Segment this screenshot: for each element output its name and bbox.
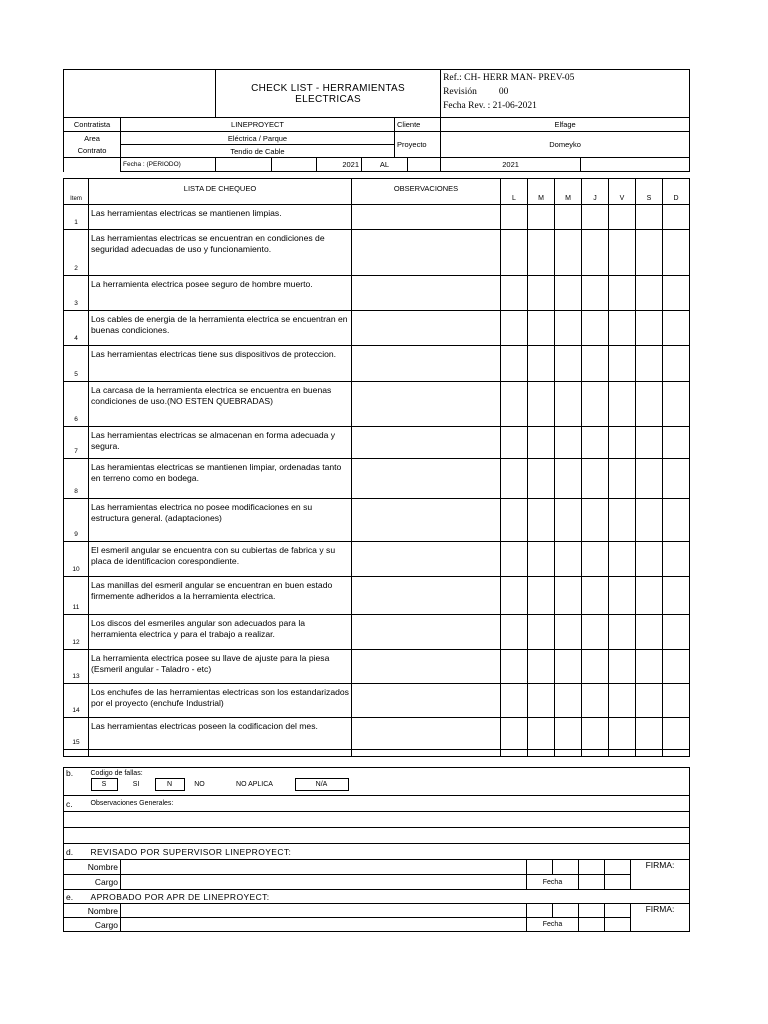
fecha-cell[interactable] [216, 158, 272, 172]
day-check-cell[interactable] [582, 276, 609, 311]
day-check-cell[interactable] [528, 684, 555, 718]
day-check-cell[interactable] [501, 650, 528, 684]
item-text: Las herramientas electricas se almacenan en forma adecuada y segura. [89, 427, 352, 459]
day-check-cell[interactable] [555, 230, 582, 276]
logo-area [64, 70, 216, 118]
observation-cell[interactable] [352, 459, 501, 499]
table-row [64, 718, 690, 750]
day-check-cell[interactable] [555, 684, 582, 718]
day-check-cell[interactable] [528, 382, 555, 427]
table-row [64, 205, 690, 230]
cliente-label: Cliente [395, 118, 441, 132]
day-check-cell[interactable] [501, 346, 528, 382]
checklist-table [63, 178, 690, 757]
day-check-cell[interactable] [555, 276, 582, 311]
day-check-cell[interactable] [528, 615, 555, 650]
item-number: 12 [64, 615, 89, 650]
area-label: Area [64, 132, 121, 145]
year-start[interactable]: 2021 [317, 158, 362, 172]
day-check-cell[interactable] [582, 382, 609, 427]
day-header: S [636, 179, 663, 205]
day-check-cell[interactable] [555, 205, 582, 230]
day-check-cell[interactable] [609, 684, 636, 718]
observation-cell[interactable] [352, 311, 501, 346]
day-check-cell[interactable] [609, 542, 636, 577]
day-check-cell[interactable] [528, 230, 555, 276]
day-header: M [528, 179, 555, 205]
observation-cell[interactable] [352, 382, 501, 427]
blank [553, 860, 579, 875]
day-check-cell[interactable] [609, 615, 636, 650]
item-text: Las herramientas electricas se mantienen limpias. [89, 205, 352, 230]
blank [553, 904, 579, 918]
year-end[interactable]: 2021 [441, 158, 581, 172]
proyecto-value[interactable]: Domeyko [441, 132, 690, 158]
day-check-cell[interactable] [609, 346, 636, 382]
item-number: 2 [64, 230, 89, 276]
day-check-cell[interactable] [501, 542, 528, 577]
day-check-cell[interactable] [636, 205, 663, 230]
contratista-value[interactable]: LINEPROYECT [121, 118, 395, 132]
blank [605, 904, 631, 918]
item-text: Las herramientas electricas se encuentran en condiciones de seguridad adecuadas de uso y funcionamiento. [89, 230, 352, 276]
item-text: Las herramientas electricas tiene sus dispositivos de proteccion. [89, 346, 352, 382]
day-check-cell[interactable] [555, 750, 582, 757]
section-e-marker: e. [64, 890, 89, 904]
day-check-cell[interactable] [582, 684, 609, 718]
day-check-cell[interactable] [582, 230, 609, 276]
document-title: CHECK LIST - HERRAMIENTAS ELECTRICAS [216, 70, 441, 118]
day-check-cell[interactable] [636, 311, 663, 346]
day-header: J [582, 179, 609, 205]
observaciones-generales-label: Observaciones Generales: [89, 796, 690, 812]
table-row [64, 750, 690, 757]
revisado-cargo-field[interactable] [121, 875, 527, 890]
item-number: 9 [64, 499, 89, 542]
observation-cell[interactable] [352, 684, 501, 718]
ref-code: Ref.: CH- HERR MAN- PREV-05 [443, 73, 575, 83]
blank [605, 860, 631, 875]
revisado-label: REVISADO POR SUPERVISOR LINEPROYECT: [89, 844, 690, 860]
day-check-cell[interactable] [528, 499, 555, 542]
codigo-fallas-block [89, 768, 690, 796]
aprobado-label: APROBADO POR APR DE LINEPROYECT: [89, 890, 690, 904]
code-na-box: N/A [295, 778, 349, 791]
day-check-cell[interactable] [636, 577, 663, 615]
al-label: AL [362, 158, 408, 172]
fecha-cell[interactable] [408, 158, 441, 172]
day-check-cell[interactable] [582, 650, 609, 684]
day-check-cell[interactable] [609, 205, 636, 230]
day-check-cell[interactable] [555, 542, 582, 577]
day-check-cell[interactable] [636, 346, 663, 382]
observation-cell[interactable] [352, 346, 501, 382]
day-check-cell[interactable] [501, 382, 528, 427]
day-check-cell[interactable] [609, 650, 636, 684]
reference-block [441, 70, 690, 118]
day-check-cell[interactable] [663, 718, 690, 750]
day-check-cell[interactable] [663, 427, 690, 459]
day-check-cell[interactable] [501, 230, 528, 276]
day-check-cell[interactable] [663, 499, 690, 542]
col-header-item: Item [64, 179, 89, 205]
area-value[interactable]: Eléctrica / Parque [121, 132, 395, 145]
item-number: 1 [64, 205, 89, 230]
item-text: Los enchufes de las herramientas electricas son los estandarizados por el proyecto (enchufe Industrial) [89, 684, 352, 718]
aprobado-nombre-field[interactable] [121, 904, 527, 918]
item-text [89, 750, 352, 757]
day-check-cell[interactable] [636, 750, 663, 757]
day-check-cell[interactable] [609, 230, 636, 276]
item-text: La carcasa de la herramienta electrica se encuentra en buenas condiciones de uso.(NO ESTEN QUEBRADAS) [89, 382, 352, 427]
day-check-cell[interactable] [528, 459, 555, 499]
day-check-cell[interactable] [555, 459, 582, 499]
day-check-cell[interactable] [636, 718, 663, 750]
table-row [64, 382, 690, 427]
day-check-cell[interactable] [501, 459, 528, 499]
day-check-cell[interactable] [555, 499, 582, 542]
day-check-cell[interactable] [582, 718, 609, 750]
item-number: 5 [64, 346, 89, 382]
day-check-cell[interactable] [663, 276, 690, 311]
blank [579, 904, 605, 918]
day-check-cell[interactable] [582, 542, 609, 577]
day-check-cell[interactable] [636, 230, 663, 276]
day-check-cell[interactable] [636, 684, 663, 718]
day-check-cell[interactable] [609, 459, 636, 499]
day-check-cell[interactable] [609, 382, 636, 427]
day-check-cell[interactable] [609, 427, 636, 459]
blank [527, 904, 553, 918]
item-number: 15 [64, 718, 89, 750]
table-row [64, 542, 690, 577]
observation-cell[interactable] [352, 615, 501, 650]
day-check-cell[interactable] [636, 499, 663, 542]
day-header: L [501, 179, 528, 205]
day-check-cell[interactable] [501, 276, 528, 311]
day-check-cell[interactable] [663, 577, 690, 615]
day-check-cell[interactable] [609, 718, 636, 750]
day-check-cell[interactable] [582, 499, 609, 542]
firma-label: FIRMA: [631, 904, 690, 932]
day-check-cell[interactable] [663, 542, 690, 577]
item-number: 8 [64, 459, 89, 499]
day-check-cell[interactable] [663, 311, 690, 346]
blank [579, 860, 605, 875]
code-s-box: S [91, 778, 118, 791]
day-check-cell[interactable] [501, 205, 528, 230]
day-check-cell[interactable] [663, 382, 690, 427]
revisado-nombre-field[interactable] [121, 860, 527, 875]
observaciones-line[interactable] [64, 812, 690, 828]
table-row [64, 577, 690, 615]
day-check-cell[interactable] [636, 459, 663, 499]
contratista-label: Contratista [64, 118, 121, 132]
day-check-cell[interactable] [555, 427, 582, 459]
item-text: Las heramientas electricas se mantienen limpiar, ordenadas tanto en terreno como en bodega. [89, 459, 352, 499]
day-check-cell[interactable] [528, 276, 555, 311]
observation-cell[interactable] [352, 230, 501, 276]
section-c-marker: c. [64, 796, 89, 812]
fecha-label: Fecha [527, 875, 579, 890]
observation-cell[interactable] [352, 718, 501, 750]
item-text: La herramienta electrica posee su llave de ajuste para la piesa (Esmeril angular - Taladro - etc) [89, 650, 352, 684]
table-row [64, 346, 690, 382]
fecha-periodo-label: Fecha : (PERIODO) [121, 158, 216, 172]
item-text: Los discos del esmeriles angular son adecuados para la herramienta electrica y para el trabajo a realizar. [89, 615, 352, 650]
fecha-cell[interactable] [272, 158, 317, 172]
day-check-cell[interactable] [555, 718, 582, 750]
cliente-value[interactable]: Elfage [441, 118, 690, 132]
day-check-cell[interactable] [501, 615, 528, 650]
day-check-cell[interactable] [501, 311, 528, 346]
day-check-cell[interactable] [582, 346, 609, 382]
table-row [64, 459, 690, 499]
day-header: V [609, 179, 636, 205]
day-check-cell[interactable] [555, 615, 582, 650]
day-check-cell[interactable] [609, 577, 636, 615]
table-row [64, 311, 690, 346]
proyecto-label: Proyecto [395, 132, 441, 158]
table-row [64, 230, 690, 276]
item-number: 13 [64, 650, 89, 684]
codigo-fallas-label: Codigo de fallas: [90, 770, 143, 777]
table-row [64, 427, 690, 459]
codigo-fallas-legend [91, 778, 688, 791]
section-d-marker: d. [64, 844, 89, 860]
code-si-label: SI [132, 781, 140, 788]
observation-cell[interactable] [352, 650, 501, 684]
observation-cell[interactable] [352, 750, 501, 757]
day-check-cell[interactable] [609, 311, 636, 346]
nombre-label: Nombre [64, 860, 121, 875]
blank [64, 158, 121, 172]
blank [605, 875, 631, 890]
day-check-cell[interactable] [582, 750, 609, 757]
day-check-cell[interactable] [609, 276, 636, 311]
contrato-value[interactable]: Tendio de Cable [121, 145, 395, 158]
day-check-cell[interactable] [528, 650, 555, 684]
blank [605, 918, 631, 932]
table-row [64, 276, 690, 311]
header-table [63, 69, 690, 172]
day-check-cell[interactable] [663, 230, 690, 276]
section-b-marker: b. [64, 768, 89, 796]
aprobado-fecha-field[interactable] [579, 918, 605, 932]
day-check-cell[interactable] [636, 276, 663, 311]
item-text: Los cables de energia de la herramienta electrica se encuentran en buenas condiciones. [89, 311, 352, 346]
day-check-cell[interactable] [582, 427, 609, 459]
table-row [64, 650, 690, 684]
day-check-cell[interactable] [555, 311, 582, 346]
cargo-label: Cargo [64, 918, 121, 932]
day-check-cell[interactable] [636, 615, 663, 650]
day-check-cell[interactable] [609, 499, 636, 542]
revision-date: Fecha Rev. : 21-06-2021 [443, 101, 537, 111]
item-number [64, 750, 89, 757]
item-number: 3 [64, 276, 89, 311]
day-check-cell[interactable] [636, 542, 663, 577]
day-check-cell[interactable] [501, 750, 528, 757]
table-row [64, 615, 690, 650]
day-check-cell[interactable] [528, 750, 555, 757]
observaciones-line[interactable] [64, 828, 690, 844]
day-check-cell[interactable] [582, 205, 609, 230]
item-number: 10 [64, 542, 89, 577]
day-check-cell[interactable] [582, 577, 609, 615]
item-text: Las herramientas electricas poseen la codificacion del mes. [89, 718, 352, 750]
item-number: 14 [64, 684, 89, 718]
day-check-cell[interactable] [663, 459, 690, 499]
observation-cell[interactable] [352, 499, 501, 542]
item-number: 4 [64, 311, 89, 346]
day-check-cell[interactable] [555, 346, 582, 382]
table-row [64, 499, 690, 542]
day-check-cell[interactable] [663, 346, 690, 382]
day-check-cell[interactable] [636, 427, 663, 459]
observation-cell[interactable] [352, 276, 501, 311]
day-check-cell[interactable] [663, 650, 690, 684]
day-check-cell[interactable] [636, 382, 663, 427]
col-header-lista: LISTA DE CHEQUEO [89, 179, 352, 205]
observation-cell[interactable] [352, 542, 501, 577]
day-check-cell[interactable] [528, 718, 555, 750]
item-text: Las herramientas electrica no posee modificaciones en su estructura general. (adaptaciones) [89, 499, 352, 542]
item-number: 11 [64, 577, 89, 615]
day-check-cell[interactable] [555, 577, 582, 615]
day-check-cell[interactable] [528, 577, 555, 615]
day-check-cell[interactable] [609, 750, 636, 757]
day-header: D [663, 179, 690, 205]
day-check-cell[interactable] [582, 311, 609, 346]
observation-cell[interactable] [352, 427, 501, 459]
item-text: Las manillas del esmeril angular se encuentran en buen estado firmemente adheridos a la herramienta electrica. [89, 577, 352, 615]
item-number: 7 [64, 427, 89, 459]
revisado-fecha-field[interactable] [579, 875, 605, 890]
day-check-cell[interactable] [555, 382, 582, 427]
day-check-cell[interactable] [501, 499, 528, 542]
day-check-cell[interactable] [663, 205, 690, 230]
fecha-label: Fecha [527, 918, 579, 932]
day-header: M [555, 179, 582, 205]
day-check-cell[interactable] [528, 427, 555, 459]
item-text: La herramienta electrica posee seguro de hombre muerto. [89, 276, 352, 311]
day-check-cell[interactable] [582, 459, 609, 499]
contrato-label: Contrato [64, 145, 121, 158]
observation-cell[interactable] [352, 577, 501, 615]
day-check-cell[interactable] [555, 650, 582, 684]
code-no-label: NO [194, 781, 205, 788]
day-check-cell[interactable] [528, 542, 555, 577]
day-check-cell[interactable] [501, 718, 528, 750]
firma-label: FIRMA: [631, 860, 690, 890]
day-check-cell[interactable] [501, 684, 528, 718]
cargo-label: Cargo [64, 875, 121, 890]
day-check-cell[interactable] [528, 311, 555, 346]
day-check-cell[interactable] [663, 750, 690, 757]
day-check-cell[interactable] [663, 684, 690, 718]
blank [527, 860, 553, 875]
day-check-cell[interactable] [501, 577, 528, 615]
item-number: 6 [64, 382, 89, 427]
day-check-cell[interactable] [582, 615, 609, 650]
fecha-cell[interactable] [581, 158, 690, 172]
aprobado-cargo-field[interactable] [121, 918, 527, 932]
item-text: El esmeril angular se encuentra con su cubiertas de fabrica y su placa de identificacion corespondiente. [89, 542, 352, 577]
day-check-cell[interactable] [663, 615, 690, 650]
code-na-label: NO APLICA [236, 781, 273, 788]
day-check-cell[interactable] [501, 427, 528, 459]
nombre-label: Nombre [64, 904, 121, 918]
col-header-observaciones: OBSERVACIONES [352, 179, 501, 205]
day-check-cell[interactable] [528, 346, 555, 382]
revision-line: Revisión 00 [443, 87, 509, 97]
table-row [64, 684, 690, 718]
day-check-cell[interactable] [528, 205, 555, 230]
day-check-cell[interactable] [636, 650, 663, 684]
observation-cell[interactable] [352, 205, 501, 230]
footer-table [63, 767, 690, 932]
code-n-box: N [155, 778, 185, 791]
